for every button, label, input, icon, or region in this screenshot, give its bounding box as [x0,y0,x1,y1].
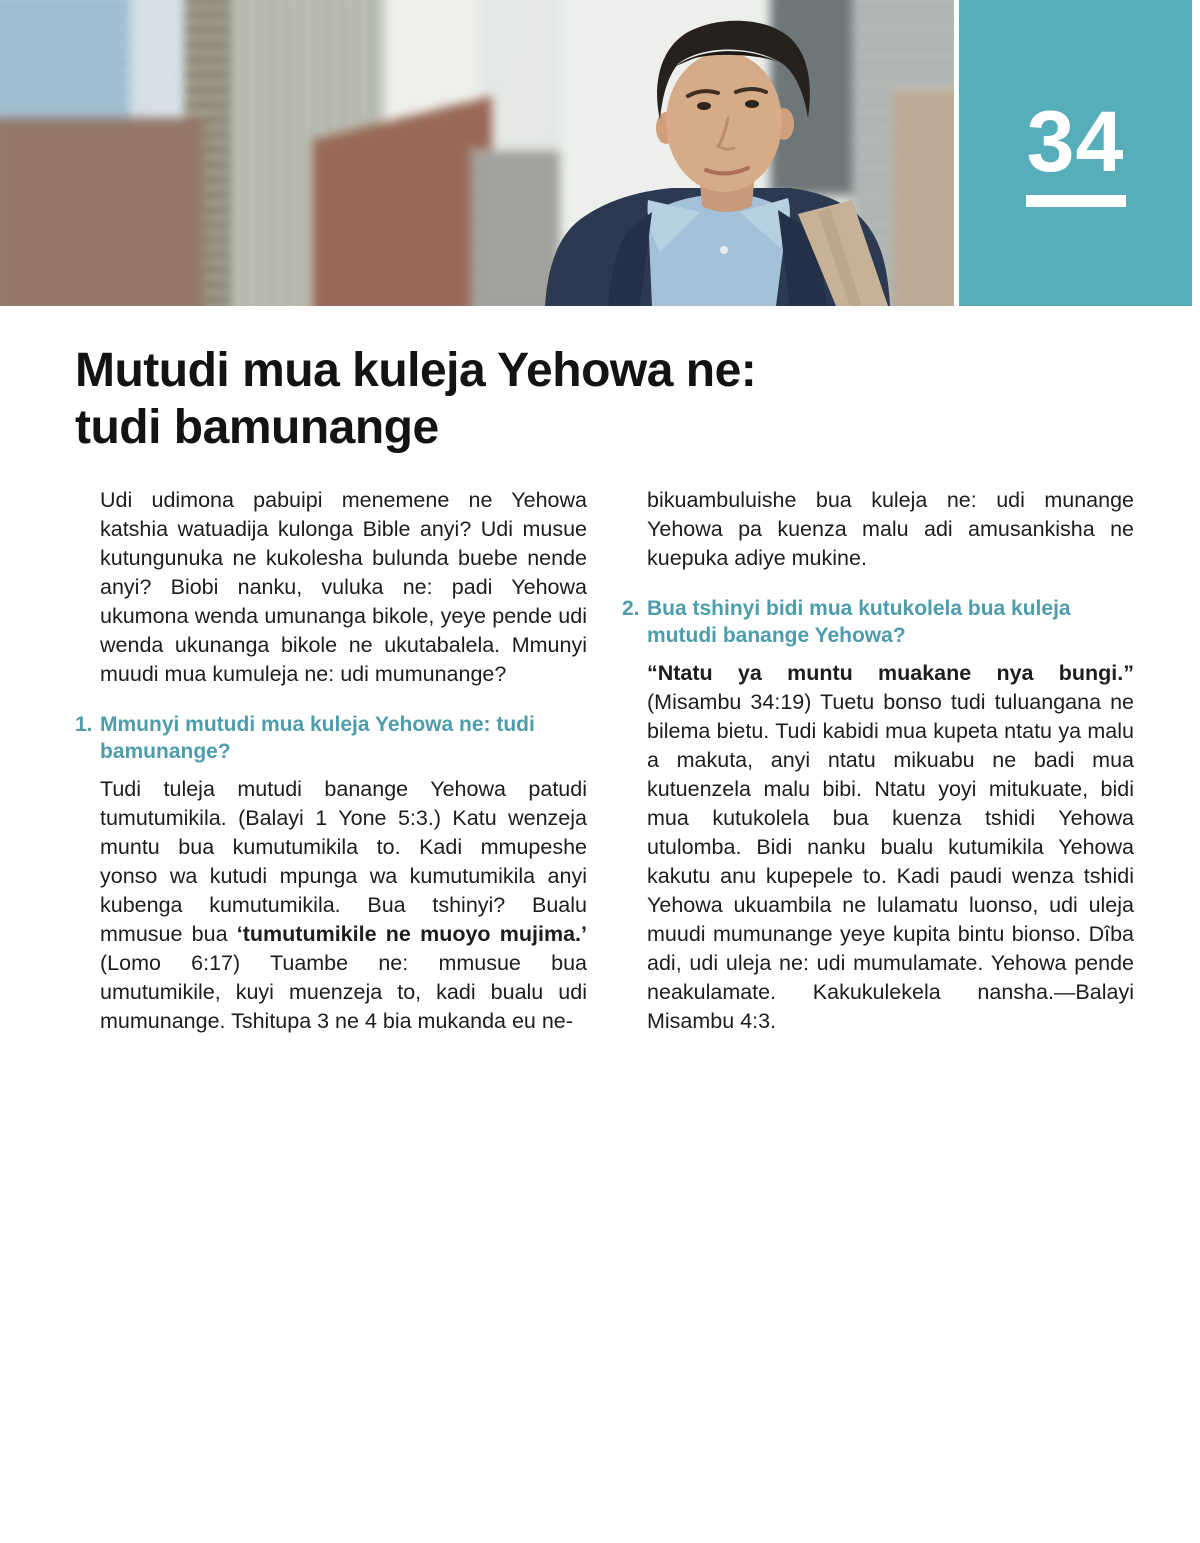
question-2-paragraph [647,659,1134,1036]
lesson-number-underline [1026,195,1126,207]
question-2-heading [622,595,1134,649]
header-photo [0,0,954,306]
question-1-number: 1. [75,713,93,736]
question-1-text-end: (Lomo 6:17) Tuambe ne: mmusue bua umutumikile, kuyi muenzeja to, kadi bualu udi mumunange. Tshitupa 3 ne 4 bia mukanda eu ne- [100,951,587,1033]
face-shape [666,52,782,192]
eye-right [745,100,759,108]
eye-left [697,102,711,110]
header [0,0,1200,306]
page-title-line-1: Mutudi mua kuleja Yehowa ne: [75,344,757,397]
question-2-heading-text: Bua tshinyi bidi mua kutukolela bua kuleja mutudi banange Yehowa? [647,597,1071,647]
lesson-number-box [959,0,1192,306]
question-2-bold-quote: “Ntatu ya muntu muakane nya bungi.” [647,661,1134,685]
question-2-text: (Misambu 34:19) Tuetu bonso tudi tuluangana ne bilema bietu. Tudi kabidi mua kupeta ntatu ya malu a makuta, anyi ntatu mikuabu ne badi mua kutuenzela malu bibi. Ntatu yoyi mitukuate, bidi mua kutukolela bua kuenza tshidi Yehowa utulomba. Bidi nanku bualu kutumikila Yehowa kakutu anu kupepele to. Kadi paudi wenza tshidi Yehowa ukuambila ne lulamatu luonso, udi uleja muudi mumunange yeye kupita bintu bionso. Dîba adi, udi uleja ne: udi mumulamate. Yehowa pende neakulamate. Kakukulekela nansha.—Balayi Misambu 4:3. [647,690,1134,1033]
body-columns [75,486,1200,1042]
shirt-button [720,246,728,254]
question-2-number: 2. [622,597,640,620]
question-1-bold-quote: ‘tumutumikile ne muoyo mujima.’ [236,922,588,946]
question-1-text-start: Tudi tuleja mutudi banange Yehowa patudi tumutumikila. (Balayi 1 Yone 5:3.) Katu wenzeja muntu bua kumutumikila to. Kadi mmupeshe yonso wa kutudi mpunga wa kumutumikila anyi kubenga kumutumikila. Bua tshinyi? Bualu mmusue bua [100,777,587,946]
man-illustration [0,0,954,306]
question-1-paragraph [100,775,587,1036]
left-column [75,486,588,1042]
question-1-heading-text: Mmunyi mutudi mua kuleja Yehowa ne: tudi bamunange? [100,713,535,763]
lesson-number: 34 [1026,94,1125,190]
intro-paragraph: Udi udimona pabuipi menemene ne Yehowa katshia watuadija kulonga Bible anyi? Udi musue kutungunuka ne kukolesha bulunda buebe nende anyi? Biobi nanku, vuluka ne: padi Yehowa ukumona wenda umunanga bikole, yeye pende udi wenda ukunanga bikole ne ukutabalela. Mmunyi muudi mua kumuleja ne: udi mumunange? [100,488,587,686]
question-1-paragraph-continued: bikuambuluishe bua kuleja ne: udi munange Yehowa pa kuenza malu adi amusankisha ne kuepuka adiye mukine. [647,488,1134,570]
page-title-line-2: tudi bamunange [75,401,439,454]
question-1-heading [75,711,587,765]
page-title [75,342,1200,456]
right-column [622,486,1134,1042]
